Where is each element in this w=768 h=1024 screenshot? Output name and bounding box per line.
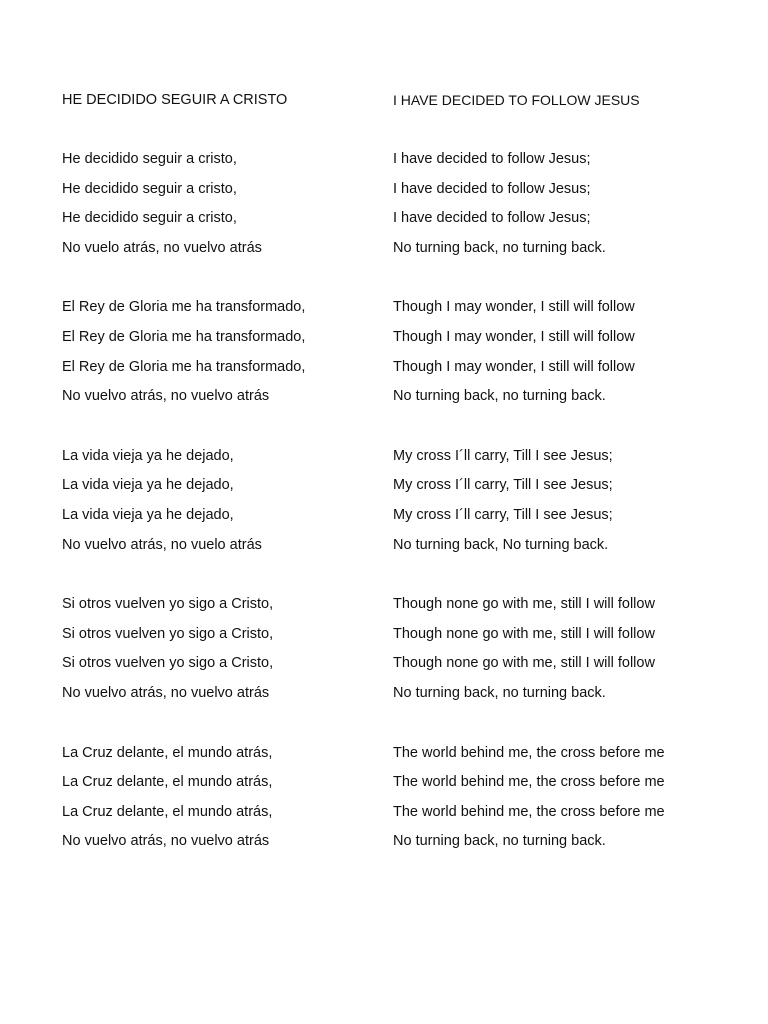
spanish-stanza-5 [62,743,372,852]
lyric-line: La vida vieja ya he dejado, [62,447,234,464]
spanish-stanza-2 [62,297,372,406]
lyric-line: Si otros vuelven yo sigo a Cristo, [62,596,274,613]
lyric-line: My cross I´ll carry, Till I see Jesus; [393,506,613,523]
lyric-line: Si otros vuelven yo sigo a Cristo, [62,655,274,672]
spanish-stanza-3 [62,446,372,555]
english-stanza-2 [393,297,723,406]
lyric-line: La Cruz delante, el mundo atrás, [62,774,273,791]
lyric-line: He decidido seguir a cristo, [62,210,237,227]
lyric-line: Though I may wonder, I still will follow [393,358,635,375]
lyric-line: The world behind me, the cross before me [393,803,665,820]
lyric-line: El Rey de Gloria me ha transformado, [62,299,306,316]
lyric-line: My cross I´ll carry, Till I see Jesus; [393,447,613,464]
lyric-line: La Cruz delante, el mundo atrás, [62,803,273,820]
lyric-line: The world behind me, the cross before me [393,744,665,761]
lyric-line: No vuelvo atrás, no vuelvo atrás [62,833,270,850]
english-stanza-4 [393,594,723,703]
english-title: I HAVE DECIDED TO FOLLOW JESUS [393,92,640,108]
lyric-line: Though none go with me, still I will follow [393,596,655,613]
lyric-line: No turning back, no turning back. [393,388,606,405]
lyric-line: La vida vieja ya he dejado, [62,506,234,523]
lyric-line: La vida vieja ya he dejado, [62,477,234,494]
lyric-line: The world behind me, the cross before me [393,774,665,791]
lyric-line: El Rey de Gloria me ha transformado, [62,328,306,345]
spanish-stanza-1 [62,149,372,258]
lyric-line: No vuelvo atrás, no vuelvo atrás [62,684,270,701]
english-stanza-3 [393,446,723,555]
lyric-line: He decidido seguir a cristo, [62,180,237,197]
lyric-line: I have decided to follow Jesus; [393,180,591,197]
lyric-line: Though I may wonder, I still will follow [393,328,635,345]
lyric-line: No turning back, No turning back. [393,536,609,553]
lyric-line: No vuelvo atrás, no vuelvo atrás [62,388,270,405]
lyric-line: Though none go with me, still I will follow [393,655,655,672]
lyric-line: No turning back, no turning back. [393,239,606,256]
lyric-line: No vuelvo atrás, no vuelo atrás [62,536,262,553]
lyric-line: La Cruz delante, el mundo atrás, [62,744,273,761]
spanish-title: HE DECIDIDO SEGUIR A CRISTO [62,92,288,108]
lyric-line: No vuelo atrás, no vuelvo atrás [62,239,262,256]
english-stanza-5 [393,743,723,852]
english-stanza-1 [393,149,723,258]
lyric-line: Though none go with me, still I will follow [393,625,655,642]
lyric-line: No turning back, no turning back. [393,833,606,850]
lyric-line: Si otros vuelven yo sigo a Cristo, [62,625,274,642]
lyric-line: He decidido seguir a cristo, [62,151,237,167]
lyric-line: I have decided to follow Jesus; [393,210,591,227]
english-column [393,90,723,851]
lyric-line: I have decided to follow Jesus; [393,151,591,167]
lyric-line: Though I may wonder, I still will follow [393,299,635,316]
lyric-line: My cross I´ll carry, Till I see Jesus; [393,477,613,494]
spanish-column [62,90,372,851]
lyric-line: No turning back, no turning back. [393,684,606,701]
spanish-stanza-4 [62,594,372,703]
lyric-line: El Rey de Gloria me ha transformado, [62,358,306,375]
